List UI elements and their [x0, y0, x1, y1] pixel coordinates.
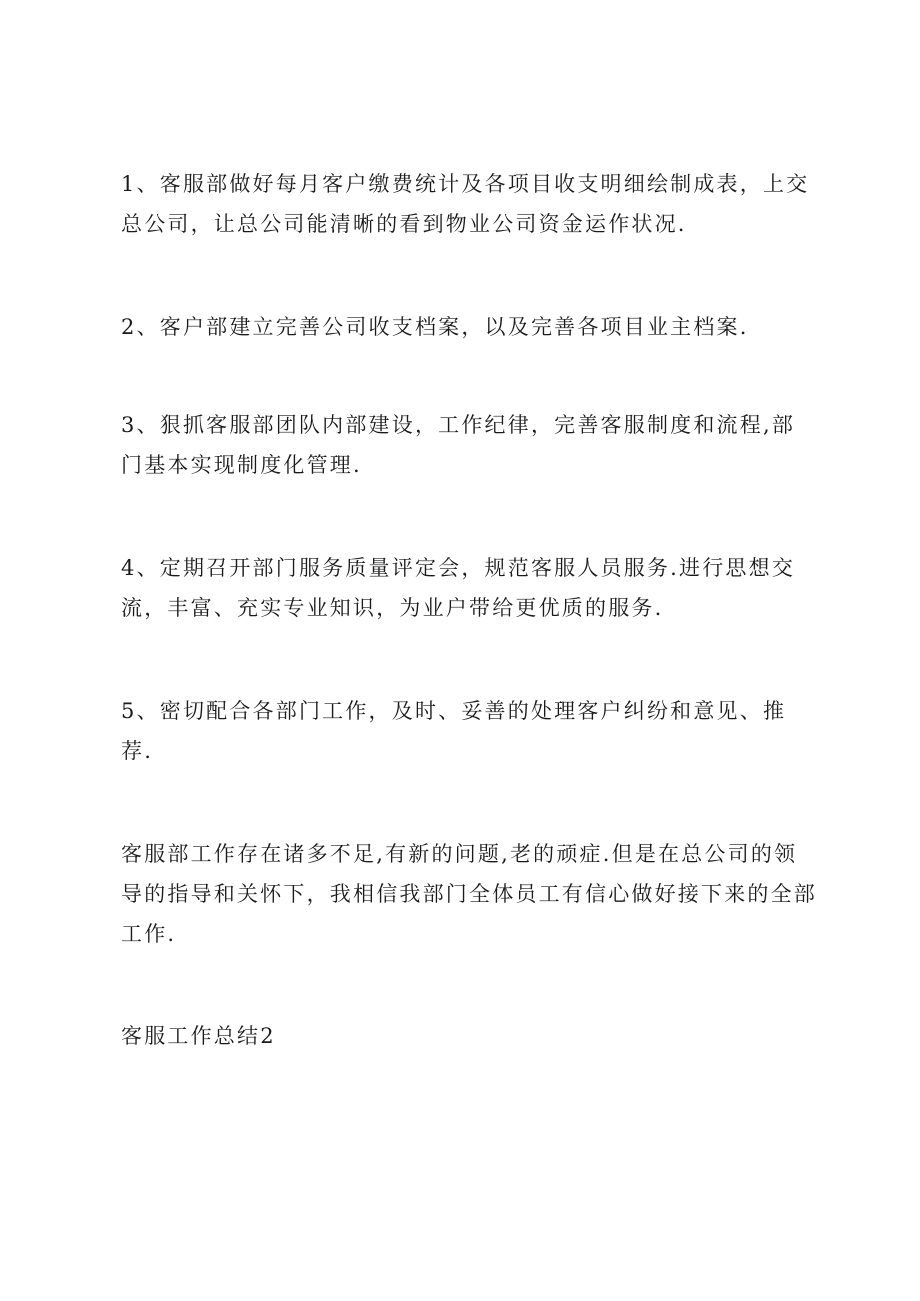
section-heading	[121, 1016, 821, 1056]
text-line: 荐.	[121, 739, 154, 763]
text-line: 客服部工作存在诸多不足,有新的问题,老的顽症.但是在总公司的领	[121, 842, 798, 866]
text-line: 总公司，让总公司能清晰的看到物业公司资金运作状况.	[121, 212, 687, 236]
text-line: 工作.	[121, 922, 177, 946]
text-line: 2、客户部建立完善公司收支档案，以及完善各项目业主档案.	[121, 315, 749, 339]
paragraph-conclusion	[121, 834, 821, 954]
text-line: 门基本实现制度化管理.	[121, 453, 362, 477]
text-line: 流，丰富、充实专业知识，为业户带给更优质的服务.	[121, 596, 664, 620]
text-line: 导的指导和关怀下，我相信我部门全体员工有信心做好接下来的全部	[121, 882, 817, 906]
paragraph-item-2	[121, 307, 821, 347]
text-line: 1、客服部做好每月客户缴费统计及各项目收支明细绘制成表，上交	[121, 172, 810, 196]
paragraph-item-4	[121, 548, 821, 628]
paragraph-item-3	[121, 405, 821, 485]
paragraph-item-5	[121, 691, 821, 771]
paragraph-item-1	[121, 164, 821, 244]
text-line: 客服工作总结2	[121, 1024, 276, 1048]
text-line: 3、狠抓客服部团队内部建设，工作纪律，完善客服制度和流程,部	[121, 413, 796, 437]
text-line: 4、定期召开部门服务质量评定会，规范客服人员服务.进行思想交	[121, 556, 796, 580]
text-line: 5、密切配合各部门工作，及时、妥善的处理客户纠纷和意见、推	[121, 699, 787, 723]
